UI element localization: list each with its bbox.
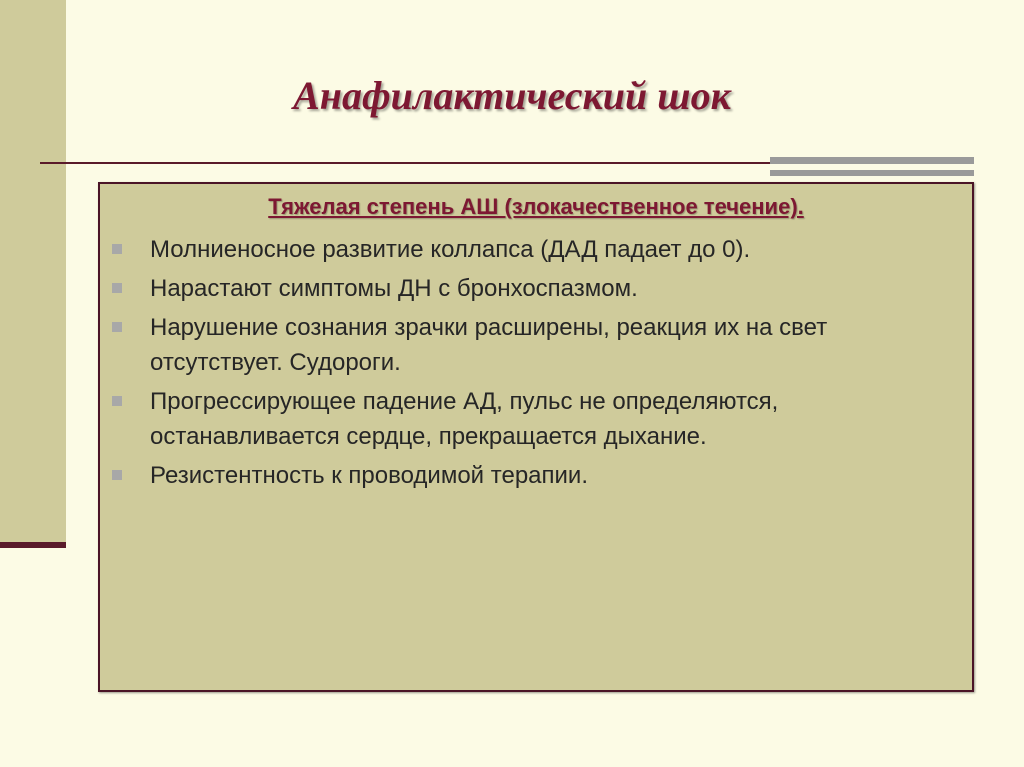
square-bullet-icon <box>112 283 122 293</box>
bullet-text: Резистентность к проводимой терапии. <box>150 462 588 489</box>
decor-grey-bar-top <box>770 157 974 164</box>
bullet-item <box>100 310 960 380</box>
content-box <box>98 182 974 692</box>
square-bullet-icon <box>112 470 122 480</box>
bullet-text: Нарушение сознания зрачки расширены, реакция их на свет отсутствует. Судороги. <box>150 314 828 376</box>
square-bullet-icon <box>112 396 122 406</box>
decor-grey-bar-bottom <box>770 170 974 176</box>
slide-subtitle: Тяжелая степень АШ (злокачественное течение). <box>268 194 804 219</box>
bullet-list <box>100 232 960 497</box>
bullet-text: Прогрессирующее падение АД, пульс не определяются, останавливается сердце, прекращается дыхание. <box>150 388 779 450</box>
left-decor-bar <box>0 542 66 548</box>
bullet-item <box>100 384 960 454</box>
square-bullet-icon <box>112 244 122 254</box>
bullet-item <box>100 271 960 306</box>
title-divider <box>40 162 770 164</box>
bullet-item <box>100 232 960 267</box>
bullet-text: Молниеносное развитие коллапса (ДАД падает до 0). <box>150 236 751 263</box>
slide-title: Анафилактический шок <box>293 73 731 118</box>
bullet-item <box>100 458 960 493</box>
square-bullet-icon <box>112 322 122 332</box>
bullet-text: Нарастают симптомы ДН с бронхоспазмом. <box>150 275 638 302</box>
